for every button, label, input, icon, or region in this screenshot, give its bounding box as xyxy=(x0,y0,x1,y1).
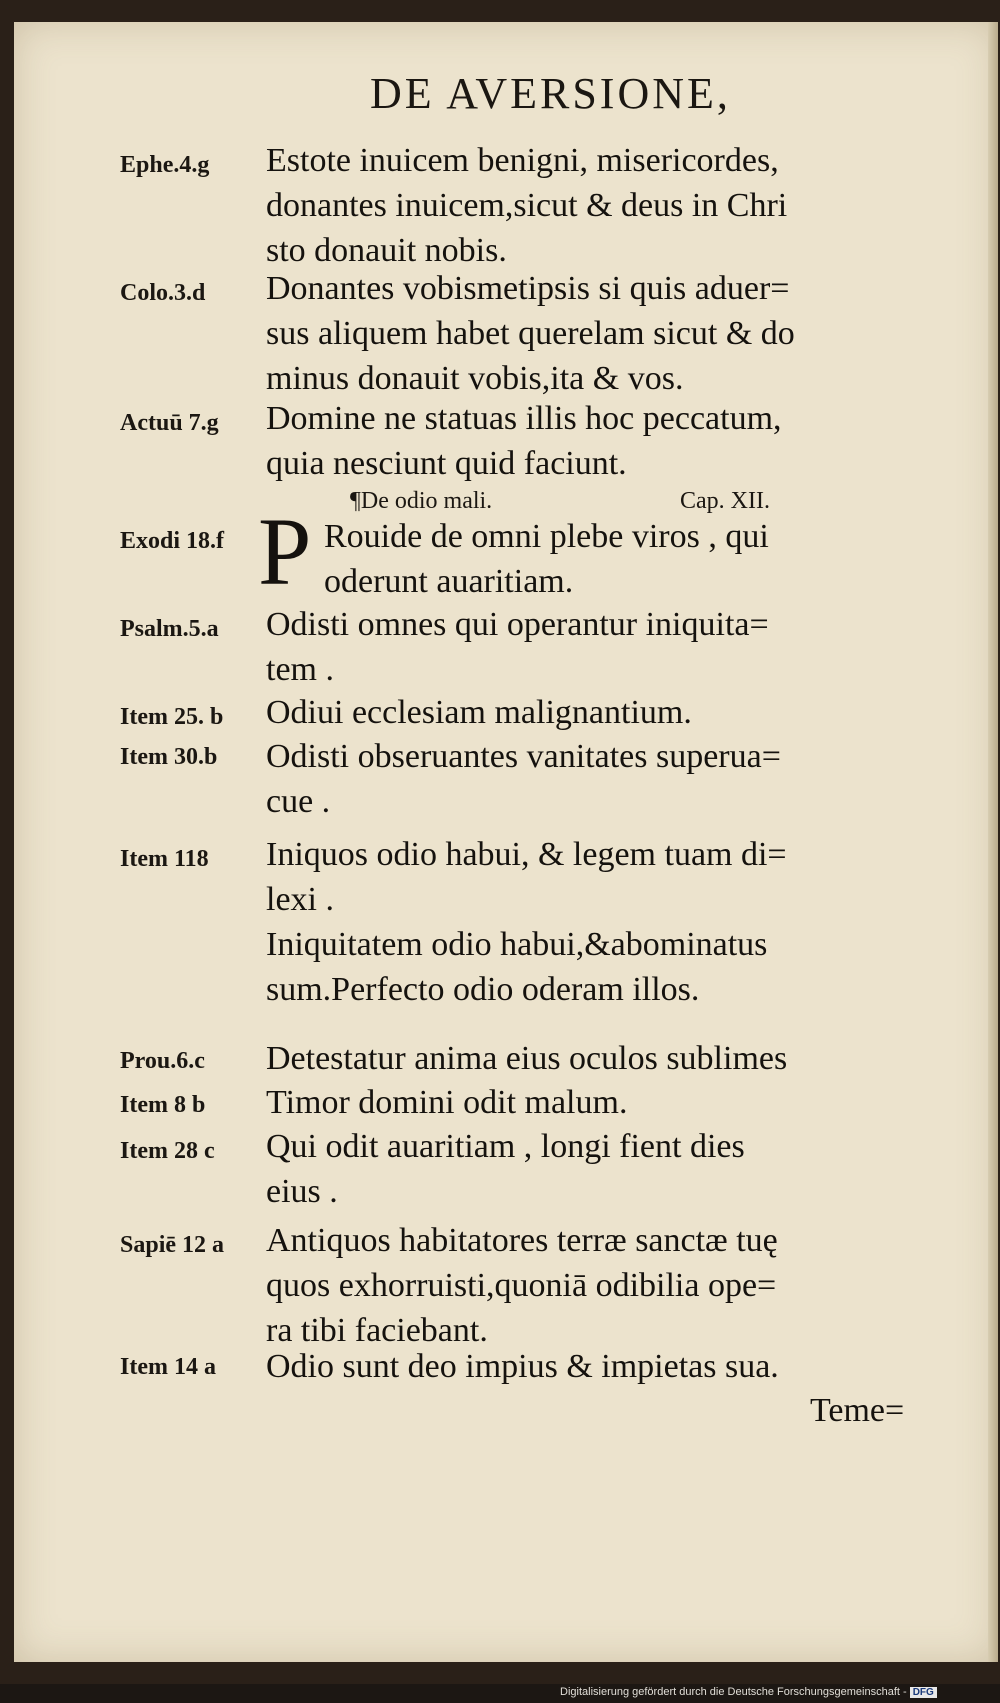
text-line: Odisti obseruantes vanitates superua= xyxy=(266,738,781,775)
text-line: Rouide de omni plebe viros , qui xyxy=(324,518,769,555)
entry-text xyxy=(266,832,956,1012)
entry-text xyxy=(266,396,956,486)
text-line: oderunt auaritiam. xyxy=(324,563,574,600)
text-line: Detestatur anima eius oculos sublimes xyxy=(266,1040,788,1077)
text-line: Odio sunt deo impius & impietas sua. xyxy=(266,1348,779,1385)
margin-ref: Actuū 7.g xyxy=(120,410,219,436)
page-header: DE AVERSIONE, xyxy=(370,69,731,118)
text-line: Odiui ecclesiam malignantium. xyxy=(266,694,692,731)
text-line: minus donauit vobis,ita & vos. xyxy=(266,360,684,397)
margin-ref: Item 25. b xyxy=(120,704,224,730)
text-line: ra tibi faciebant. xyxy=(266,1312,488,1349)
chapter-number: Cap. XII. xyxy=(680,488,770,514)
text-line: donantes inuicem,sicut & deus in Chri xyxy=(266,187,788,224)
entry-text xyxy=(266,1124,956,1214)
margin-ref: Item 118 xyxy=(120,846,209,872)
drop-capital: P xyxy=(258,498,312,605)
text-line: sto donauit nobis. xyxy=(266,232,507,269)
margin-ref: Item 28 c xyxy=(120,1138,215,1164)
text-line: Iniquos odio habui, & legem tuam di= xyxy=(266,836,787,873)
text-line: lexi . xyxy=(266,881,334,918)
entry-text xyxy=(266,138,956,273)
margin-ref: Ephe.4.g xyxy=(120,152,210,178)
chapter-heading xyxy=(350,488,850,515)
margin-ref: Item 8 b xyxy=(120,1092,206,1118)
margin-ref: Prou.6.c xyxy=(120,1048,205,1074)
text-line: Estote inuicem benigni, misericordes, xyxy=(266,142,779,179)
page-edge xyxy=(988,22,998,1662)
entry-text xyxy=(266,690,956,735)
chapter-title: ¶De odio mali. xyxy=(350,488,493,514)
entry-text xyxy=(324,514,1000,604)
text-line: eius . xyxy=(266,1173,338,1210)
entry-text xyxy=(266,266,956,401)
margin-ref: Item 14 a xyxy=(120,1354,216,1380)
text-line: Antiquos habitatores terræ sanctæ tuę xyxy=(266,1222,778,1259)
credit-text: Digitalisierung gefördert durch die Deutsche Forschungsgemeinschaft - xyxy=(560,1686,907,1698)
margin-ref: Psalm.5.a xyxy=(120,616,219,642)
text-line: quos exhorruisti,quoniā odibilia ope= xyxy=(266,1267,777,1304)
margin-ref: Sapiē 12 a xyxy=(120,1232,225,1258)
entry-text xyxy=(266,734,956,824)
margin-ref: Exodi 18.f xyxy=(120,528,225,554)
text-line: tem . xyxy=(266,651,334,688)
text-line: quia nesciunt quid faciunt. xyxy=(266,445,627,482)
text-line: Odisti omnes qui operantur iniquita= xyxy=(266,606,769,643)
dfg-logo: DFG xyxy=(910,1687,937,1698)
catchword: Teme= xyxy=(810,1392,905,1429)
margin-ref: Item 30.b xyxy=(120,744,218,770)
text-line: Qui odit auaritiam , longi fient dies xyxy=(266,1128,745,1165)
text-line: Domine ne statuas illis hoc peccatum, xyxy=(266,400,782,437)
text-line: cue . xyxy=(266,783,331,820)
entry-text xyxy=(266,602,956,692)
digitization-credit xyxy=(560,1686,996,1698)
entry-text xyxy=(266,1344,956,1389)
entry-text xyxy=(266,1218,956,1353)
text-line: sus aliquem habet querelam sicut & do xyxy=(266,315,795,352)
text-line: Timor domini odit malum. xyxy=(266,1084,628,1121)
text-line: sum.Perfecto odio oderam illos. xyxy=(266,971,700,1008)
text-line: Iniquitatem odio habui,&abominatus xyxy=(266,926,768,963)
entry-text xyxy=(266,1036,956,1081)
entry-text xyxy=(266,1080,956,1125)
margin-ref: Colo.3.d xyxy=(120,280,206,306)
text-line: Donantes vobismetipsis si quis aduer= xyxy=(266,270,790,307)
